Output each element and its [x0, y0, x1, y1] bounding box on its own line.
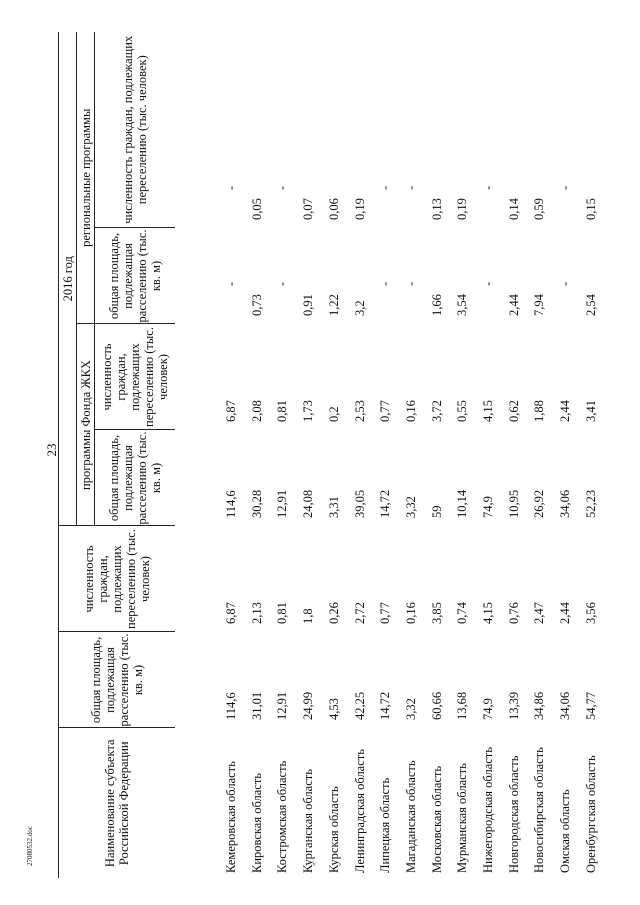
cell-fund-people: 0,55 — [455, 400, 470, 422]
cell-fund-area: 12,91 — [275, 489, 290, 518]
cell-reg-people: - — [275, 185, 290, 190]
cell-reg-area: 2,44 — [506, 294, 521, 316]
cell-reg-people: 0,19 — [352, 198, 367, 220]
region-name: Омская область — [558, 789, 573, 873]
cell-area: 24,99 — [301, 691, 316, 720]
region-name: Московская область — [429, 765, 444, 873]
cell-people: 3,56 — [583, 602, 598, 624]
cell-fund-area: 10,95 — [506, 489, 521, 518]
region-name: Костромская область — [275, 760, 290, 873]
cell-fund-area: 3,31 — [326, 496, 341, 518]
cell-people: 2,13 — [249, 602, 264, 624]
cell-reg-people: 0,19 — [455, 198, 470, 220]
cell-people: 0,26 — [326, 602, 341, 624]
region-name: Оренбургская область — [583, 755, 598, 873]
cell-fund-people: 2,53 — [352, 400, 367, 422]
cell-area: 114,6 — [224, 692, 238, 720]
table-row — [450, 32, 476, 878]
table-row — [502, 32, 528, 878]
cell-area: 60,66 — [429, 691, 444, 720]
cell-reg-area: 0,91 — [301, 294, 316, 316]
cell-reg-people: 0,07 — [301, 198, 316, 220]
cell-people: 4,15 — [481, 602, 496, 624]
cell-fund-people: 0,81 — [275, 400, 290, 422]
cell-reg-area: 2,54 — [583, 294, 598, 316]
cell-reg-area: - — [403, 281, 418, 286]
cell-reg-people: 0,15 — [583, 198, 598, 220]
cell-fund-area: 30,28 — [249, 489, 264, 518]
region-name: Мурманская область — [455, 763, 470, 873]
cell-area: 13,39 — [506, 691, 521, 720]
cell-fund-area: 59 — [429, 505, 444, 518]
cell-fund-area: 24,08 — [301, 489, 316, 518]
cell-area: 74,9 — [481, 698, 496, 720]
cell-fund-people: 3,72 — [429, 400, 444, 422]
table-row — [296, 32, 322, 878]
region-name: Курская область — [326, 786, 341, 873]
cell-fund-area: 114,6 — [224, 490, 238, 518]
header-total-people: численность граждан, подлежащих переселению (тыс. человек) — [59, 526, 176, 632]
cell-people: 1,8 — [301, 608, 316, 624]
footer-filename: 27080532.doc — [26, 826, 34, 866]
resettlement-table — [58, 32, 605, 878]
cell-fund-area: 14,72 — [378, 489, 393, 518]
table-row — [527, 32, 553, 878]
cell-reg-people: 0,06 — [326, 198, 341, 220]
cell-fund-area: 26,92 — [532, 489, 547, 518]
table-row — [245, 32, 271, 878]
cell-fund-people: 1,88 — [532, 400, 547, 422]
region-name: Липецкая область — [378, 777, 393, 873]
cell-fund-people: 0,77 — [378, 400, 393, 422]
table-row — [270, 32, 296, 878]
cell-fund-people: 4,15 — [481, 400, 496, 422]
region-name: Кемеровская область — [224, 761, 238, 873]
cell-reg-people: 0,13 — [429, 198, 444, 220]
cell-fund-people: 2,44 — [558, 400, 573, 422]
cell-fund-people: 6,87 — [224, 400, 238, 422]
table-row — [579, 32, 605, 878]
header-regional-people: численность граждан, подлежащих переселению (тыс. человек) — [95, 32, 176, 228]
cell-area: 4,53 — [326, 698, 341, 720]
cell-reg-people: - — [378, 185, 393, 190]
cell-reg-area: 0,73 — [249, 294, 264, 316]
cell-area: 34,86 — [532, 691, 547, 720]
region-name: Курганская область — [301, 769, 316, 873]
cell-people: 6,87 — [224, 602, 238, 624]
cell-people: 0,81 — [275, 602, 290, 624]
cell-reg-area: - — [224, 281, 238, 286]
cell-fund-area: 39,05 — [352, 489, 367, 518]
table-row — [322, 32, 348, 878]
region-name: Кировская область — [249, 772, 264, 873]
cell-area: 12,91 — [275, 691, 290, 720]
header-fund-area: общая площадь, подлежащая расселению (тыс. кв. м) — [95, 430, 176, 526]
cell-reg-area: - — [558, 281, 573, 286]
cell-area: 14,72 — [378, 691, 393, 720]
cell-area: 54,77 — [583, 691, 598, 720]
cell-reg-area: - — [275, 281, 290, 286]
cell-fund-people: 0,62 — [506, 400, 521, 422]
cell-area: 34,06 — [558, 691, 573, 720]
cell-fund-area: 10,14 — [455, 489, 470, 518]
cell-people: 0,16 — [403, 602, 418, 624]
cell-people: 3,85 — [429, 602, 444, 624]
cell-fund-people: 1,73 — [301, 400, 316, 422]
header-fund-programs: программы Фонда ЖКХ — [77, 324, 95, 526]
cell-fund-area: 52,23 — [583, 489, 598, 518]
cell-area: 13,68 — [455, 691, 470, 720]
cell-reg-people: 0,14 — [506, 198, 521, 220]
cell-area: 3,32 — [403, 698, 418, 720]
cell-fund-area: 3,32 — [403, 496, 418, 518]
cell-reg-area: - — [481, 281, 496, 286]
cell-reg-area: 7,94 — [532, 294, 547, 316]
table-row — [348, 32, 374, 878]
cell-fund-people: 3,41 — [583, 400, 598, 422]
cell-reg-area: 3,2 — [352, 300, 367, 316]
table-row — [476, 32, 502, 878]
cell-reg-area: - — [378, 281, 393, 286]
cell-people: 0,77 — [378, 602, 393, 624]
region-name: Новосибирская область — [532, 747, 547, 873]
region-name: Новгородская область — [506, 755, 521, 873]
cell-reg-people: - — [558, 185, 573, 190]
cell-reg-people: - — [224, 185, 238, 190]
cell-reg-area: 1,22 — [326, 294, 341, 316]
header-fund-people: численность граждан, подлежащих переселению (тыс. человек) — [95, 324, 176, 430]
cell-reg-people: 0,05 — [249, 198, 264, 220]
page-number: 23 — [44, 443, 59, 457]
cell-fund-people: 0,16 — [403, 400, 418, 422]
cell-fund-area: 74,9 — [481, 496, 496, 518]
cell-reg-area: 3,54 — [455, 294, 470, 316]
header-year: 2016 год — [59, 32, 77, 526]
region-name: Магаданская область — [403, 760, 418, 873]
cell-reg-area: 1,66 — [429, 294, 444, 316]
header-total-area: общая площадь, подлежащая расселению (тыс. кв. м) — [59, 632, 176, 728]
header-name: Наименование субъекта Российской Федерации — [59, 728, 176, 878]
cell-fund-people: 2,08 — [249, 400, 264, 422]
rotated-page — [58, 32, 620, 878]
cell-area: 31,01 — [249, 691, 264, 720]
cell-people: 2,47 — [532, 602, 547, 624]
cell-people: 2,72 — [352, 602, 367, 624]
header-regional-area: общая площадь, подлежащая расселению (тыс. кв. м) — [95, 228, 176, 324]
header-regional-programs: региональные программы — [77, 32, 95, 324]
cell-reg-people: 0,59 — [532, 198, 547, 220]
cell-people: 0,74 — [455, 602, 470, 624]
cell-reg-people: - — [403, 185, 418, 190]
table-row — [175, 32, 245, 878]
table-row — [553, 32, 579, 878]
table-row — [399, 32, 425, 878]
cell-people: 0,76 — [506, 602, 521, 624]
cell-fund-people: 0,2 — [326, 406, 341, 422]
region-name: Нижегородская область — [481, 747, 496, 873]
cell-people: 2,44 — [558, 602, 573, 624]
table-row — [425, 32, 451, 878]
region-name: Ленинградская область — [352, 749, 367, 873]
cell-area: 42,25 — [352, 691, 367, 720]
table-row — [373, 32, 399, 878]
cell-reg-people: - — [481, 185, 496, 190]
cell-fund-area: 34,06 — [558, 489, 573, 518]
